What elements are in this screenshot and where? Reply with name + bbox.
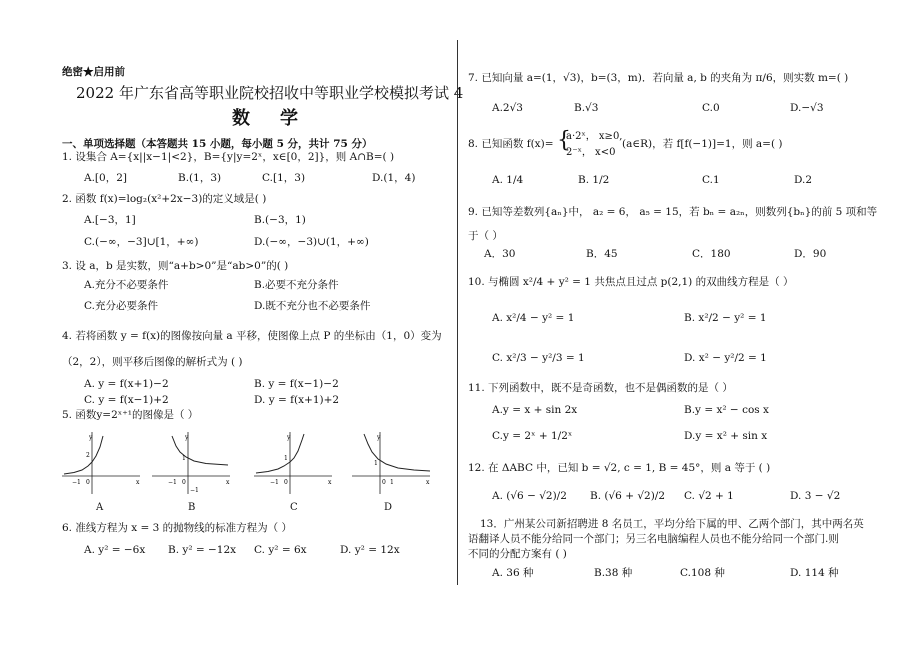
q13-stem-line1: 13．广州某公司新招聘进 8 名员工，平均分给下属的甲、乙两个部门，其中两名英 <box>480 518 864 530</box>
q5-graph-a <box>62 432 142 496</box>
q10-stem: 10. 与椭圆 x²/4 + y² = 1 共焦点且过点 p(2,1) 的双曲线方程是（ ） <box>468 276 794 288</box>
q2-option-a: A.[−3，1] <box>84 214 136 226</box>
svg-text:−1: −1 <box>168 479 177 486</box>
svg-text:1: 1 <box>374 460 378 467</box>
q9-option-a: A．30 <box>484 248 516 260</box>
svg-text:x: x <box>328 479 332 486</box>
q5-graph-d <box>352 432 432 496</box>
q8-option-a: A. 1/4 <box>492 174 524 186</box>
q5-label-a: A <box>96 502 104 513</box>
q8-case2: 2⁻ˣ， x<0 <box>566 147 616 158</box>
q13-option-c: C.108 种 <box>680 567 725 579</box>
q4-option-c: C. y = f(x−1)+2 <box>84 394 169 406</box>
q12-option-c: C. √2 + 1 <box>684 490 734 502</box>
section-heading: 一、单项选择题（本答题共 15 小题，每小题 5 分，共计 75 分） <box>62 138 373 150</box>
q12-option-a: A. (√6 − √2)/2 <box>492 490 567 502</box>
q7-option-c: C.0 <box>702 102 720 114</box>
svg-text:1: 1 <box>182 455 186 462</box>
q11-option-a: A.y = x + sin 2x <box>492 404 578 416</box>
q3-option-c: C.充分必要条件 <box>84 300 158 312</box>
q7-option-b: B.√3 <box>574 102 599 114</box>
q4-option-d: D. y = f(x+1)+2 <box>254 394 340 406</box>
subject-title: 数 学 <box>232 108 304 129</box>
q1-option-d: D.(1，4) <box>372 172 416 184</box>
q8-option-d: D.2 <box>794 174 813 186</box>
q4-stem-line2: （2，2），则平移后图像的解析式为 ( ) <box>62 356 243 368</box>
q10-option-d: D. x² − y²/2 = 1 <box>684 352 767 364</box>
q9-option-b: B．45 <box>586 248 618 260</box>
q6-option-b: B. y² = −12x <box>168 544 237 556</box>
q3-option-d: D.既不充分也不必要条件 <box>254 300 371 312</box>
q6-option-a: A. y² = −6x <box>84 544 146 556</box>
svg-text:−1: −1 <box>72 479 81 486</box>
svg-text:y: y <box>377 434 381 441</box>
svg-text:0: 0 <box>284 479 288 486</box>
q7-option-a: A.2√3 <box>492 102 523 114</box>
q12-stem: 12. 在 ΔABC 中，已知 b = √2, c = 1, B = 45°，则 a 等于 ( ) <box>468 462 771 474</box>
q12-option-d: D. 3 − √2 <box>790 490 841 502</box>
q11-option-b: B.y = x² − cos x <box>684 404 769 416</box>
q3-stem: 3. 设 a，b 是实数，则“a+b>0”是“ab>0”的( ) <box>62 260 289 272</box>
q8-option-b: B. 1/2 <box>578 174 610 186</box>
q5-graph-b <box>152 432 232 496</box>
q9-option-c: C．180 <box>692 248 731 260</box>
q9-stem-line1: 9. 已知等差数列{aₙ}中， a₂ = 6， a₅ = 15，若 bₙ = a₂ₙ，则数列{bₙ}的前 5 项和等 <box>468 206 878 218</box>
q10-option-a: A. x²/4 − y² = 1 <box>492 312 575 324</box>
q4-option-b: B. y = f(x−1)−2 <box>254 378 339 390</box>
q1-option-a: A.[0，2] <box>84 172 127 184</box>
q1-option-b: B.(1，3) <box>178 172 222 184</box>
q8-stem-b: (a∈R)，若 f[f(−1)]=1，则 a=( ) <box>622 138 783 150</box>
q5-label-b: B <box>188 502 196 513</box>
q8-brace: { <box>557 128 571 153</box>
q10-option-b: B. x²/2 − y² = 1 <box>684 312 767 324</box>
q2-option-c: C.(−∞，−3]∪[1，+∞) <box>84 236 199 248</box>
q1-option-c: C.[1，3) <box>262 172 306 184</box>
q10-option-c: C. x²/3 − y²/3 = 1 <box>492 352 585 364</box>
q3-option-b: B.必要不充分条件 <box>254 279 339 291</box>
svg-text:1: 1 <box>390 479 394 486</box>
column-divider <box>457 40 458 585</box>
svg-text:2: 2 <box>86 452 90 459</box>
q7-option-d: D.−√3 <box>790 102 824 114</box>
q4-stem-line1: 4. 若将函数 y = f(x)的图像按向量 a 平移，使图像上点 P 的坐标由（1，0）变为 <box>62 330 442 342</box>
svg-text:−1: −1 <box>270 479 279 486</box>
q2-option-b: B.(−3，1) <box>254 214 306 226</box>
svg-text:0: 0 <box>382 479 386 486</box>
q5-label-c: C <box>290 502 298 513</box>
q13-option-b: B.38 种 <box>594 567 633 579</box>
confidential-mark: 绝密★启用前 <box>62 66 125 78</box>
q2-option-d: D.(−∞，−3)∪(1，+∞) <box>254 236 369 248</box>
svg-text:y: y <box>185 434 189 441</box>
q9-option-d: D．90 <box>794 248 827 260</box>
svg-text:y: y <box>287 434 291 441</box>
q13-stem-line2: 语翻译人员不能分给同一个部门；另三名电脑编程人员也不能分给同一个部门.则 <box>468 533 839 545</box>
q11-stem: 11. 下列函数中，既不是奇函数，也不是偶函数的是（ ） <box>468 382 733 394</box>
q3-option-a: A.充分不必要条件 <box>84 279 169 291</box>
svg-text:x: x <box>136 479 140 486</box>
q11-option-d: D.y = x² + sin x <box>684 430 768 442</box>
q6-option-c: C. y² = 6x <box>254 544 307 556</box>
q6-option-d: D. y² = 12x <box>340 544 400 556</box>
svg-text:x: x <box>426 479 430 486</box>
q6-stem: 6. 准线方程为 x = 3 的抛物线的标准方程为（ ） <box>62 522 292 534</box>
q7-stem: 7. 已知向量 a=(1，√3)，b=(3，m)．若向量 a, b 的夹角为 π/6，则实数 m=( ) <box>468 72 849 84</box>
q9-stem-line2: 于（ ） <box>468 230 503 242</box>
q5-label-d: D <box>384 502 393 513</box>
q2-stem: 2. 函数 f(x)=log₂(x²+2x−3)的定义域是( ) <box>62 193 267 205</box>
svg-text:y: y <box>89 434 93 441</box>
q5-graph-c <box>254 432 334 496</box>
q13-option-d: D. 114 种 <box>790 567 839 579</box>
q8-option-c: C.1 <box>702 174 720 186</box>
q8-case1: a·2ˣ， x≥0, <box>566 131 623 142</box>
svg-text:1: 1 <box>284 455 288 462</box>
q13-stem-line3: 不同的分配方案有 ( ) <box>468 548 567 560</box>
svg-text:x: x <box>226 479 230 486</box>
svg-text:0: 0 <box>182 479 186 486</box>
q5-stem: 5. 函数y=2ˣ⁺¹的图像是（ ） <box>62 409 199 421</box>
exam-title: 2022 年广东省高等职业院校招收中等职业学校模拟考试 4 <box>76 84 464 102</box>
q8-stem-a: 8. 已知函数 f(x)= <box>468 138 554 150</box>
q11-option-c: C.y = 2ˣ + 1/2ˣ <box>492 430 573 442</box>
q1-stem: 1. 设集合 A={x||x−1|<2}，B={y|y=2ˣ，x∈[0，2]}，则 A∩B=( ) <box>62 151 395 163</box>
svg-text:−1: −1 <box>190 487 199 494</box>
svg-text:0: 0 <box>86 479 90 486</box>
q13-option-a: A. 36 种 <box>492 567 534 579</box>
q12-option-b: B. (√6 + √2)/2 <box>590 490 666 502</box>
q4-option-a: A. y = f(x+1)−2 <box>84 378 169 390</box>
